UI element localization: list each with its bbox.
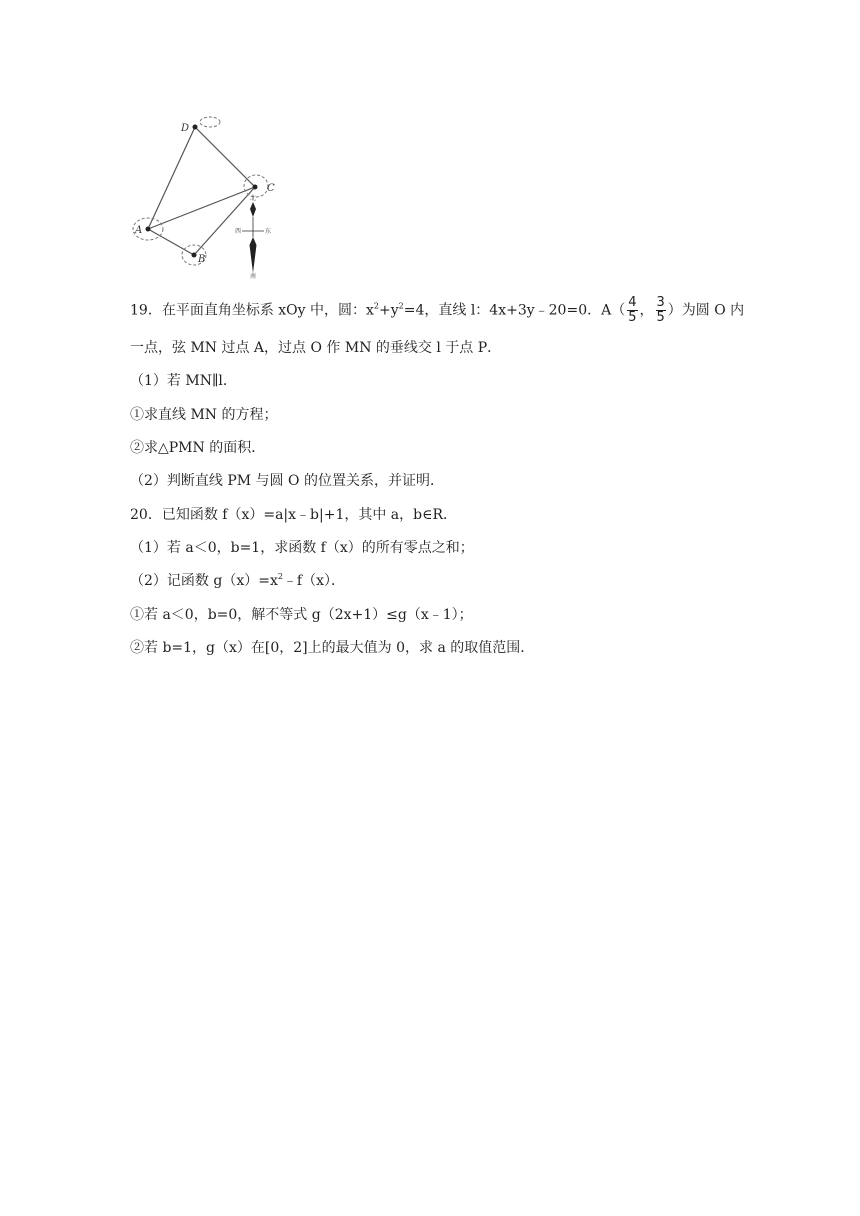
q20-text: （2）记函数 g（x）=x [130, 573, 278, 589]
compass-east: 东 [265, 228, 272, 235]
exponent: 2 [277, 572, 283, 581]
q19-line-1 [130, 296, 744, 325]
q19-part1-i: ①求直线 MN 的方程； [130, 407, 278, 423]
segment-ab [148, 229, 194, 255]
fraction-denominator: 5 [628, 310, 637, 325]
segment-bc [194, 187, 255, 255]
exponent: 2 [398, 301, 404, 311]
compass-north: 北 [250, 195, 257, 202]
compass-icon [235, 194, 271, 280]
q19-text: 19．在平面直角坐标系 xOy 中，圆：x [130, 302, 374, 319]
exponent: 2 [373, 301, 379, 311]
q19-line-2: 一点，弦 MN 过点 A，过点 O 作 MN 的垂线交 l 于点 P． [130, 340, 502, 356]
segment-dc [195, 127, 255, 187]
q19-text: ， [639, 302, 654, 319]
geometry-figure [128, 105, 288, 280]
q20-part2-i: ①若 a＜0，b=0，解不等式 g（2x+1）≤g（x﹣1）； [130, 607, 473, 623]
point-label-c: C [267, 183, 275, 194]
point-label-b: B [198, 254, 206, 265]
q20-part2 [130, 571, 345, 591]
q19-text: =4，直线 l：4x+3y﹣20=0．A（ [403, 302, 626, 319]
q20-part2-ii: ②若 b=1，g（x）在[0，2]上的最大值为 0，求 a 的取值范围． [130, 640, 535, 656]
point-label-d: D [181, 123, 190, 134]
q20-part1: （1）若 a＜0，b=1，求函数 f（x）的所有零点之和； [130, 540, 474, 556]
compass-south: 南 [250, 273, 257, 280]
q19-text: ）为圆 O 内 [667, 302, 745, 319]
compass-west: 西 [235, 228, 242, 235]
fraction-3-5 [656, 296, 666, 325]
fraction-numerator: 3 [656, 295, 665, 310]
q19-text: +y [379, 302, 399, 319]
fraction-4-5 [627, 296, 637, 325]
q19-part1: （1）若 MN∥l． [130, 373, 237, 389]
q20-text: ﹣f（x）． [282, 573, 346, 589]
q19-part2: （2）判断直线 PM 与圆 O 的位置关系，并证明． [130, 473, 444, 489]
fraction-numerator: 4 [628, 295, 637, 310]
q20-intro: 20．已知函数 f（x）=a|x﹣b|+1，其中 a，b∈R． [130, 507, 458, 523]
fraction-denominator: 5 [656, 310, 665, 325]
q19-part1-ii: ②求△PMN 的面积． [130, 440, 266, 456]
point-label-a: A [135, 225, 143, 236]
